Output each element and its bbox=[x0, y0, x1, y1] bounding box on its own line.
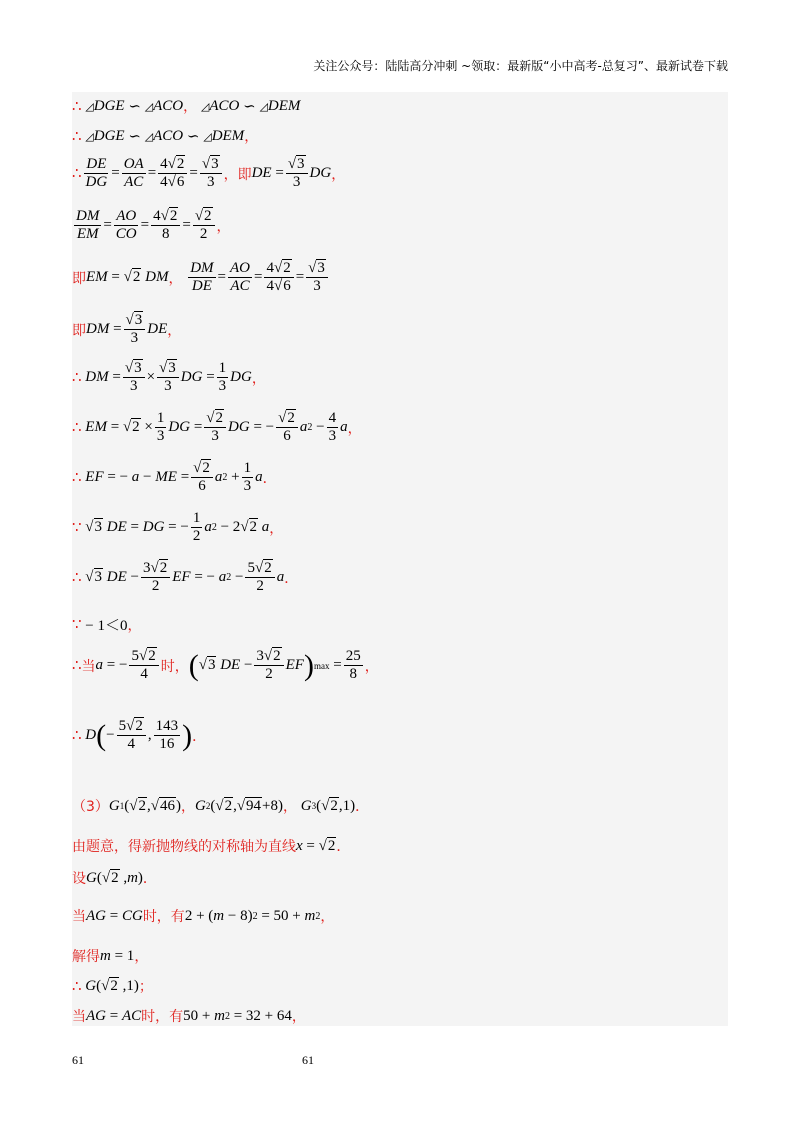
page-header: 关注公众号：陆陆高分冲刺 ~领取：最新版“小中高考-总复习”、最新试卷下载 bbox=[313, 59, 728, 73]
line-4: $\frac{DM}{EM}$ = $\frac{AO}{CO}$ = $\frac{4√2}{8}$ = $\frac{√2}{2}$ ， bbox=[76, 208, 231, 242]
page-number-center: 61 bbox=[302, 1053, 314, 1067]
line-16: 由题意，得新抛物线的对称轴为直线 x = √2 ． bbox=[72, 837, 351, 855]
line-6: 即 DM = $\frac{√3}{3}$ DE ， bbox=[72, 312, 182, 346]
line-13: ∴ 当 a = − $\frac{5√2}{4}$ 时， ( √3 DE − $\frac{3√2}{2}$ EF ) max = $\frac{25}{8}$ ， bbox=[72, 648, 379, 682]
line-10: ∵ √3 DE = DG = − $\frac{1}{2}$ a 2 − 2 √2 a ， bbox=[72, 510, 284, 544]
line-8: ∴ EM = √2 × $\frac{1}{3}$ DG = $\frac{√2}{3}$ DG = − $\frac{√2}{6}$ a 2 − $\frac{4}{3}$ a ， bbox=[72, 410, 362, 444]
line-14: ∴ D ( − $\frac{5√2}{4}$ , $\frac{143}{16}$ ) ． bbox=[72, 718, 207, 752]
line-5: 即 EM = √2 DM ， $\frac{DM}{DE}$ = $\frac{AO}{AC}$ = $\frac{4√2}{4√6}$ = $\frac{√3}{3}$ bbox=[72, 260, 330, 295]
line-17: 设 G ( √2 , m ) ． bbox=[72, 869, 157, 887]
line-12: ∵ − 1＜0 ， bbox=[72, 617, 142, 634]
line-11: ∴ √3 DE − $\frac{3√2}{2}$ EF = − a 2 − $\frac{5√2}{2}$ a ． bbox=[72, 560, 299, 594]
line-1: ∴ ◿ DGE ∽ ◿ ACO ， ◿ ACO ∽ ◿ DEM bbox=[72, 97, 301, 115]
line-9: ∴ EF = − a − ME = $\frac{√2}{6}$ a 2 + $\frac{1}{3}$ a ． bbox=[72, 460, 277, 494]
line-18: 当 AG = CG 时，有 2 + ( m − 8) 2 = 50 + m 2 ， bbox=[72, 907, 335, 925]
line-19: 解得 m = 1 ， bbox=[72, 947, 149, 965]
line-3: ∴ $\frac{DE}{DG}$ = $\frac{OA}{AC}$ = $\frac{4√2}{4√6}$ = $\frac{√3}{3}$ ，即 DE = $\frac{√3}{3}$ DG ， bbox=[72, 156, 346, 190]
line-7: ∴ DM = $\frac{√3}{3}$ × $\frac{√3}{3}$ DG = $\frac{1}{3}$ DG ， bbox=[72, 360, 266, 394]
page-number-left: 61 bbox=[72, 1053, 84, 1067]
line-15: （3） G 1 ( √2 , √46 ) ， G 2 ( √2 , √94 +8) ， G 3 ( √2 ,1) ． bbox=[72, 797, 370, 815]
solution-content bbox=[72, 92, 728, 1026]
line-2: ∴ ◿ DGE ∽ ◿ ACO ∽ ◿ DEM ， bbox=[72, 127, 259, 145]
line-20: ∴ G ( √2 ,1) ； bbox=[72, 977, 153, 995]
line-21: 当 AG = AC 时，有 50 + m 2 = 32 + 64 ， bbox=[72, 1007, 306, 1025]
